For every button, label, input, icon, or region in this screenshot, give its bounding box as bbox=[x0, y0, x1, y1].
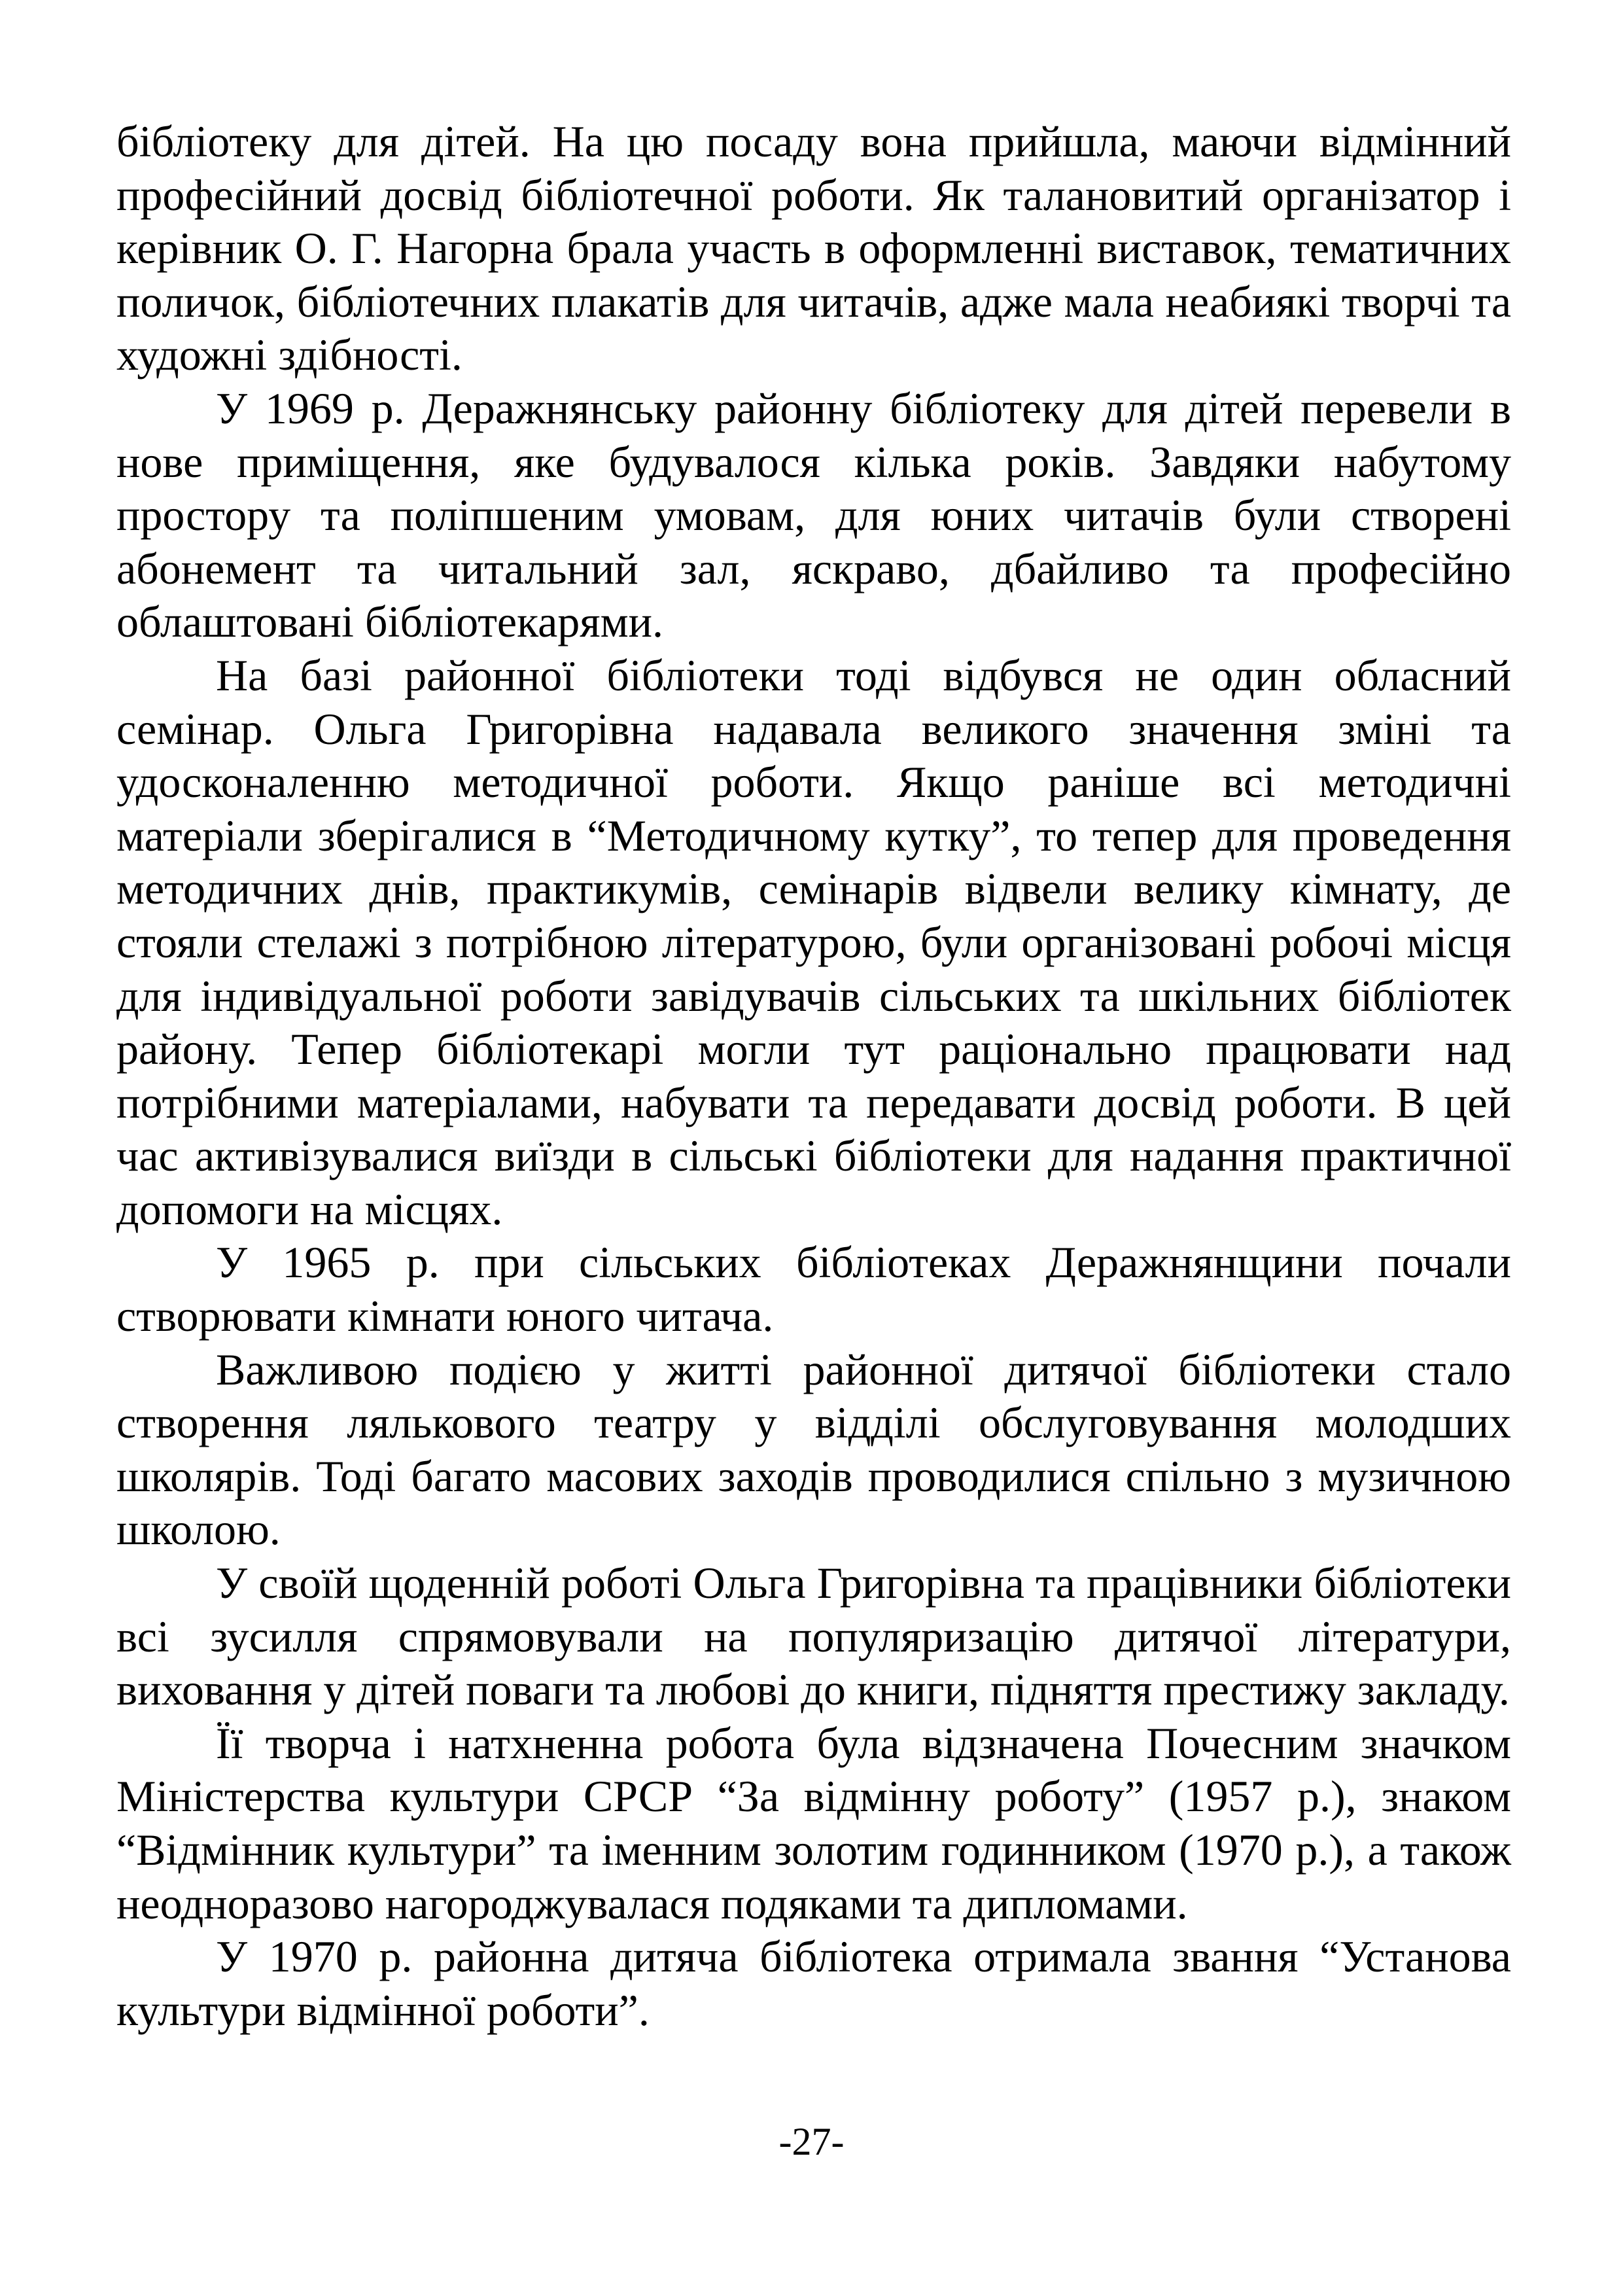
page-number: -27- bbox=[778, 2120, 845, 2163]
body-text bbox=[116, 115, 1511, 2037]
paragraph: Важливою подією у житті районної дитячої бібліотеки стало створення лялькового театру у відділі обслуговування молодших школярів. Тоді багато масових заходів проводилися спільно з музичною школою. bbox=[116, 1344, 1511, 1555]
paragraph: У 1965 р. при сільських бібліотеках Деражнянщини почали створювати кімнати юного читача. bbox=[116, 1237, 1511, 1341]
paragraph: У 1969 р. Деражнянську районну бібліотеку для дітей перевели в нове приміщення, яке будувалося кілька років. Завдяки набутому простору та поліпшеним умовам, для юних читачів були створені абонемент та читальний зал, яскраво, дбайливо та професійно облаштовані бібліотекарями. bbox=[116, 383, 1511, 647]
paragraph: У своїй щоденній роботі Ольга Григорівна та працівники бібліотеки всі зусилля спрямовували на популяризацію дитячої літератури, виховання у дітей поваги та любові до книги, підняття престижу закладу. bbox=[116, 1558, 1511, 1715]
paragraph: У 1970 р. районна дитяча бібліотека отримала звання “Установа культури відмінної роботи”. bbox=[116, 1932, 1511, 2035]
paragraph: На базі районної бібліотеки тоді відбувся не один обласний семінар. Ольга Григорівна надавала великого значення зміні та удосконаленню методичної роботи. Якщо раніше всі методичні матеріали зберігалися в “Методичному кутку”, то тепер для проведення методичних днів, практикумів, семінарів відвели велику кімнату, де стояли стелажі з потрібною літературою, були організовані робочі місця для індивідуальної роботи завідувачів сільських та шкільних бібліотек району. Тепер бібліотекарі могли тут раціонально працювати над потрібними матеріалами, набувати та передавати досвід роботи. В цей час активізувалися виїзди в сільські бібліотеки для надання практичної допомоги на місцях. bbox=[116, 650, 1511, 1234]
paragraph: Її творча і натхненна робота була відзначена Почесним значком Міністерства культури СРСР “За відмінну роботу” (1957 р.), знаком “Відмінник культури” та іменним золотим годинником (1970 р.), а також неодноразово нагороджувалася подяками та дипломами. bbox=[116, 1718, 1511, 1928]
paragraph-continued: бібліотеку для дітей. На цю посаду вона прийшла, маючи відмінний професійний досвід бібліотечної роботи. Як талановитий організатор і керівник О. Г. Нагорна брала участь в оформленні виставок, тематичних поличок, бібліотечних плакатів для читачів, адже мала неабиякі творчі та художні здібності. bbox=[116, 116, 1511, 380]
